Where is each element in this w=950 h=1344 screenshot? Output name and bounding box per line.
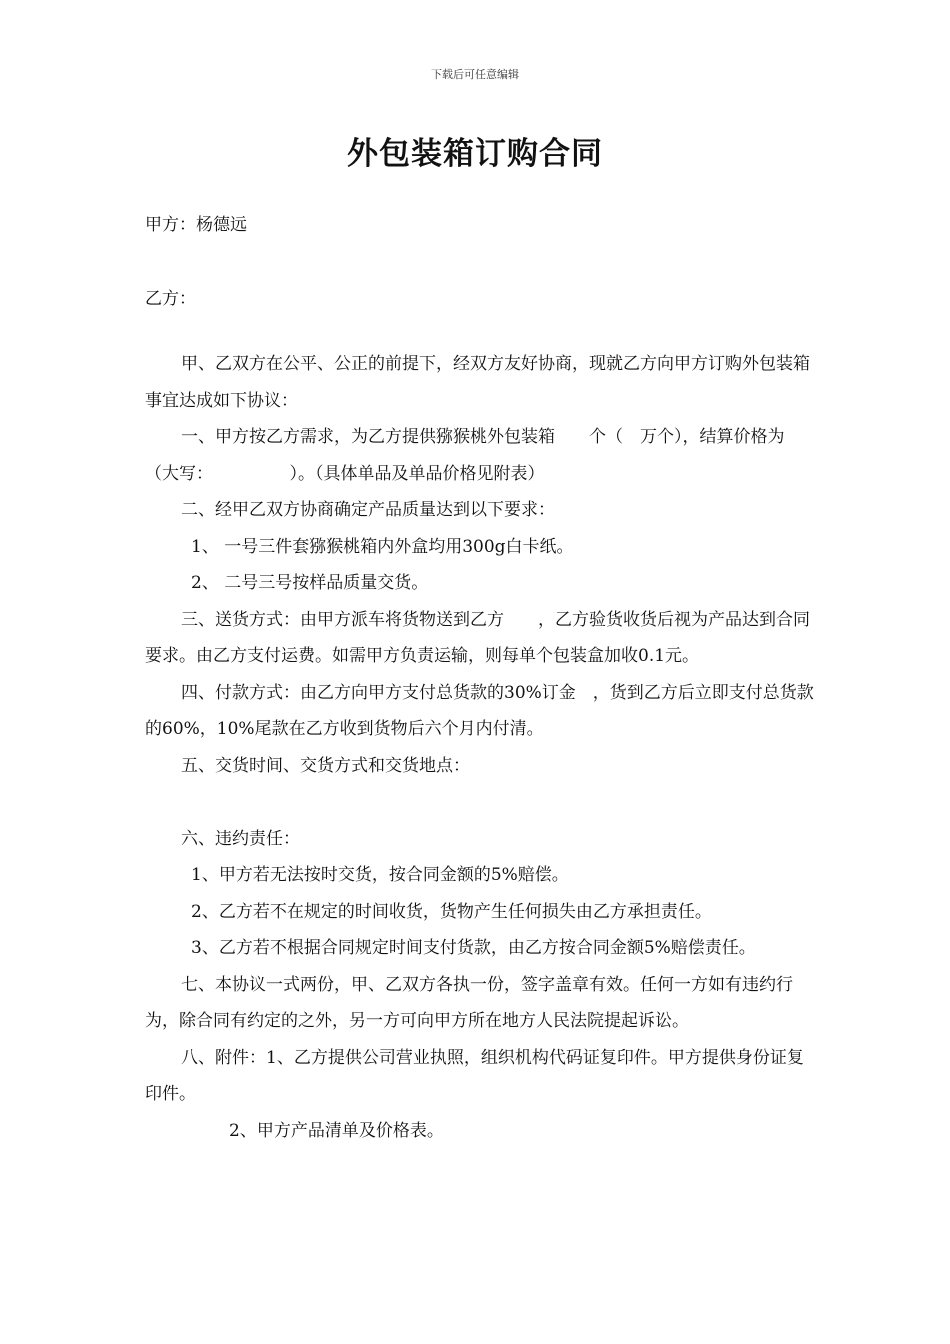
clause-2-item-1: 1、 一号三件套猕猴桃箱内外盒均用300g白卡纸。 — [191, 536, 574, 557]
clause-6-item-2: 2、乙方若不在规定的时间收货，货物产生任何损失由乙方承担责任。 — [191, 901, 712, 922]
clause-8-item-2: 2、甲方产品清单及价格表。 — [229, 1120, 444, 1141]
clause-3: 三、送货方式：由甲方派车将货物送到乙方 ，乙方验货收货后视为产品达到合同要求。由乙方支付运费。如需甲方负责运输，则每单个包装盒加收0.1元。 — [145, 609, 810, 666]
clause-4: 四、付款方式：由乙方向甲方支付总货款的30%订金 ，货到乙方后立即支付总货款的60%，10%尾款在乙方收到货物后六个月内付清。 — [145, 682, 814, 739]
preamble: 甲、乙双方在公平、公正的前提下，经双方友好协商，现就乙方向甲方订购外包装箱事宜达成如下协议： — [145, 354, 810, 411]
party-a: 甲方：杨德远 — [145, 215, 247, 235]
clause-8-item-1: 八、附件：1、乙方提供公司营业执照，组织机构代码证复印件。甲方提供身份证复印件。 — [145, 1047, 804, 1104]
clause-2-item-2: 2、 二号三号按样品质量交货。 — [191, 573, 429, 593]
clause-7: 七、本协议一式两份，甲、乙双方各执一份，签字盖章有效。任何一方如有违约行为，除合同有约定的之外，另一方可向甲方所在地方人民法院提起诉讼。 — [145, 974, 793, 1031]
clause-6-item-1: 1、甲方若无法按时交货，按合同金额的5%赔偿。 — [191, 865, 569, 885]
contract-body — [145, 346, 836, 1149]
clause-6-heading: 六、违约责任： — [181, 828, 300, 849]
clause-6-item-3: 3、乙方若不根据合同规定时间支付货款，由乙方按合同金额5%赔偿责任。 — [191, 938, 756, 958]
header-note: 下载后可任意编辑 — [431, 68, 519, 81]
clause-2-heading: 二、经甲乙双方协商确定产品质量达到以下要求： — [181, 500, 555, 520]
party-b: 乙方： — [145, 289, 196, 309]
blank-line — [145, 784, 815, 821]
clause-1: 一、甲方按乙方需求，为乙方提供猕猴桃外包装箱 个（ 万个），结算价格为 （大写： ）。（具体单品及单品价格见附表） — [145, 427, 836, 484]
contract-title: 外包装箱订购合同 — [347, 136, 603, 172]
clause-5: 五、交货时间、交货方式和交货地点： — [181, 755, 470, 776]
